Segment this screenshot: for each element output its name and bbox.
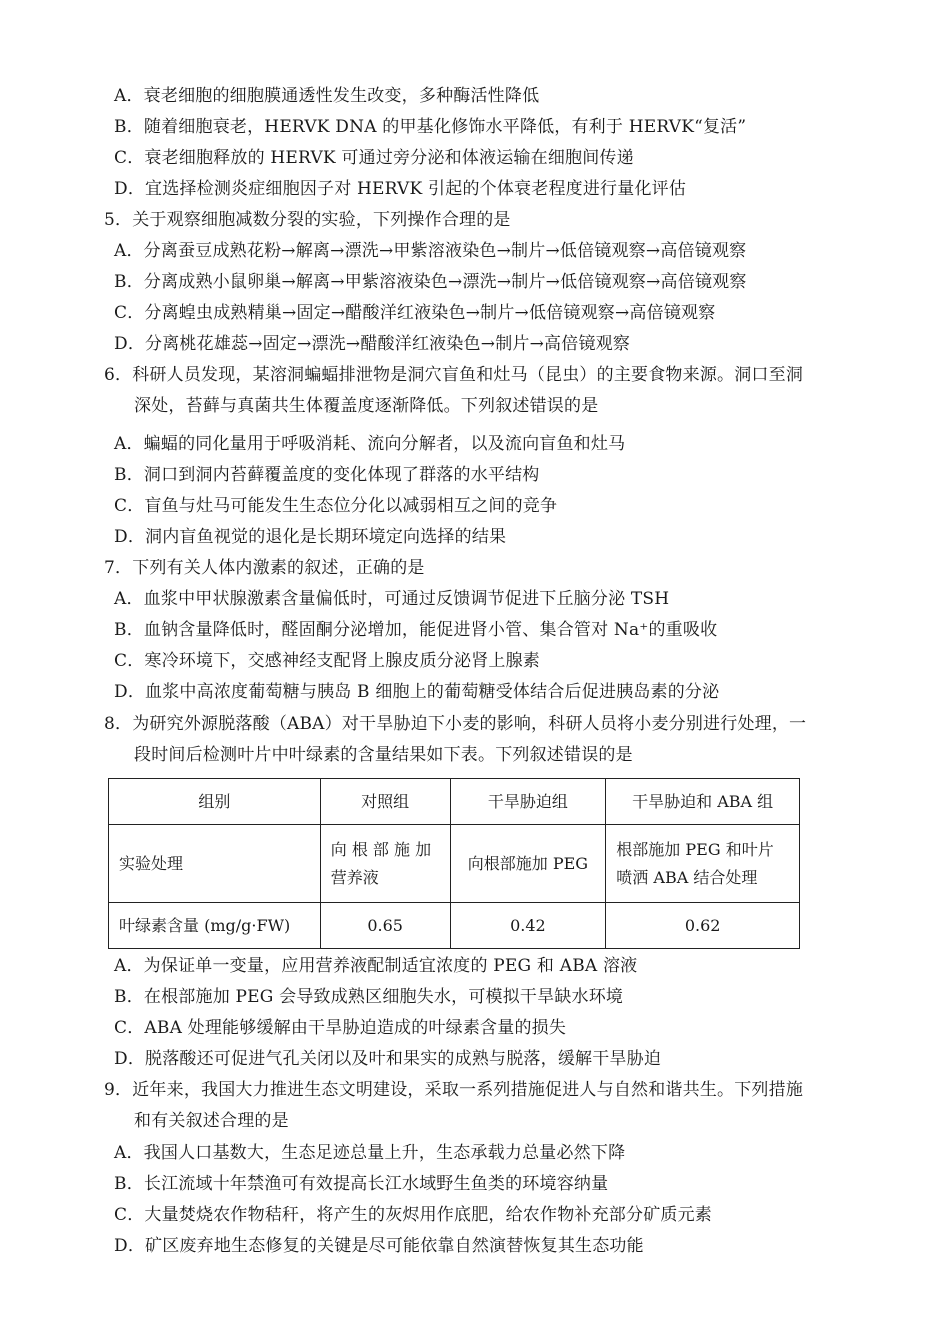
q8-stem-line1: 8．为研究外源脱落酸（ABA）对干旱胁迫下小麦的影响，科研人员将小麦分别进行处理，一 [104,714,807,734]
q4-option-b: B．随着细胞衰老，HERVK DNA 的甲基化修饰水平降低，有利于 HERVK“复活” [114,117,747,137]
table-row-label-chlorophyll: 叶绿素含量 (mg/g·FW) [109,903,321,949]
table-header-drought-aba: 干旱胁迫和 ABA 组 [606,779,800,825]
q4-option-a: A．衰老细胞的细胞膜通透性发生改变，多种酶活性降低 [114,86,540,106]
table-cell-line: 向 根 部 施 加 [330,839,432,859]
q5-option-b: B．分离成熟小鼠卵巢→解离→甲紫溶液染色→漂洗→制片→低倍镜观察→高倍镜观察 [114,272,747,292]
chlorophyll-table [108,778,800,949]
q7-stem: 7．下列有关人体内激素的叙述，正确的是 [104,558,425,578]
table-cell-line: 营养液 [330,867,379,887]
q9-option-b: B．长江流域十年禁渔可有效提高长江水域野生鱼类的环境容纳量 [114,1174,609,1194]
q6-stem-line1: 6．科研人员发现，某溶洞蝙蝠排泄物是洞穴盲鱼和灶马（昆虫）的主要食物来源。洞口至洞 [104,365,804,385]
q4-option-d: D．宜选择检测炎症细胞因子对 HERVK 引起的个体衰老程度进行量化评估 [114,179,687,199]
q7-option-b: B．血钠含量降低时，醛固酮分泌增加，能促进肾小管、集合管对 Na⁺的重吸收 [114,620,718,640]
table-header-drought: 干旱胁迫组 [450,779,606,825]
q7-option-c: C．寒冷环境下，交感神经支配肾上腺皮质分泌肾上腺素 [114,651,541,671]
table-cell-control-treatment [320,825,450,903]
table-cell-line: 根部施加 PEG 和叶片 [616,839,774,859]
table-cell-aba-value: 0.62 [606,903,800,949]
table-row [109,825,800,903]
q9-stem-line1: 9．近年来，我国大力推进生态文明建设，采取一系列措施促进人与自然和谐共生。下列措施 [104,1080,804,1100]
q6-option-a: A．蝙蝠的同化量用于呼吸消耗、流向分解者，以及流向盲鱼和灶马 [114,434,626,454]
table-cell-aba-treatment [606,825,800,903]
q8-option-b: B．在根部施加 PEG 会导致成熟区细胞失水，可模拟干旱缺水环境 [114,987,624,1007]
q5-option-c: C．分离蝗虫成熟精巢→固定→醋酸洋红液染色→制片→低倍镜观察→高倍镜观察 [114,303,716,323]
table-header-group: 组别 [109,779,321,825]
q8-option-a: A．为保证单一变量，应用营养液配制适宜浓度的 PEG 和 ABA 溶液 [114,956,638,976]
q6-option-d: D．洞内盲鱼视觉的退化是长期环境定向选择的结果 [114,527,507,547]
q6-option-b: B．洞口到洞内苔藓覆盖度的变化体现了群落的水平结构 [114,465,540,485]
q9-option-c: C．大量焚烧农作物秸秆，将产生的灰烬用作底肥，给农作物补充部分矿质元素 [114,1205,713,1225]
q8-option-c: C．ABA 处理能够缓解由干旱胁迫造成的叶绿素含量的损失 [114,1018,567,1038]
table-row-label-treatment: 实验处理 [109,825,321,903]
q9-option-a: A．我国人口基数大，生态足迹总量上升，生态承载力总量必然下降 [114,1143,626,1163]
table-cell-drought-treatment: 向根部施加 PEG [450,825,606,903]
table-cell-line: 喷洒 ABA 结合处理 [616,867,758,887]
table-cell-control-value: 0.65 [320,903,450,949]
q9-option-d: D．矿区废弃地生态修复的关键是尽可能依靠自然演替恢复其生态功能 [114,1236,644,1256]
q5-option-d: D．分离桃花雄蕊→固定→漂洗→醋酸洋红液染色→制片→高倍镜观察 [114,334,631,354]
q5-stem: 5．关于观察细胞减数分裂的实验，下列操作合理的是 [104,210,511,230]
q9-stem-line2: 和有关叙述合理的是 [134,1111,289,1131]
q8-option-d: D．脱落酸还可促进气孔关闭以及叶和果实的成熟与脱落，缓解干旱胁迫 [114,1049,662,1069]
q6-stem-line2: 深处，苔藓与真菌共生体覆盖度逐渐降低。下列叙述错误的是 [134,396,599,416]
q7-option-a: A．血浆中甲状腺激素含量偏低时，可通过反馈调节促进下丘脑分泌 TSH [114,589,670,609]
q5-option-a: A．分离蚕豆成熟花粉→解离→漂洗→甲紫溶液染色→制片→低倍镜观察→高倍镜观察 [114,241,747,261]
table-header-control: 对照组 [320,779,450,825]
table-cell-drought-value: 0.42 [450,903,606,949]
q7-option-d: D．血浆中高浓度葡萄糖与胰岛 B 细胞上的葡萄糖受体结合后促进胰岛素的分泌 [114,682,720,702]
table-row [109,903,800,949]
q8-stem-line2: 段时间后检测叶片中叶绿素的含量结果如下表。下列叙述错误的是 [134,745,633,765]
table-header-row [109,779,800,825]
q4-option-c: C．衰老细胞释放的 HERVK 可通过旁分泌和体液运输在细胞间传递 [114,148,634,168]
q6-option-c: C．盲鱼与灶马可能发生生态位分化以减弱相互之间的竞争 [114,496,558,516]
